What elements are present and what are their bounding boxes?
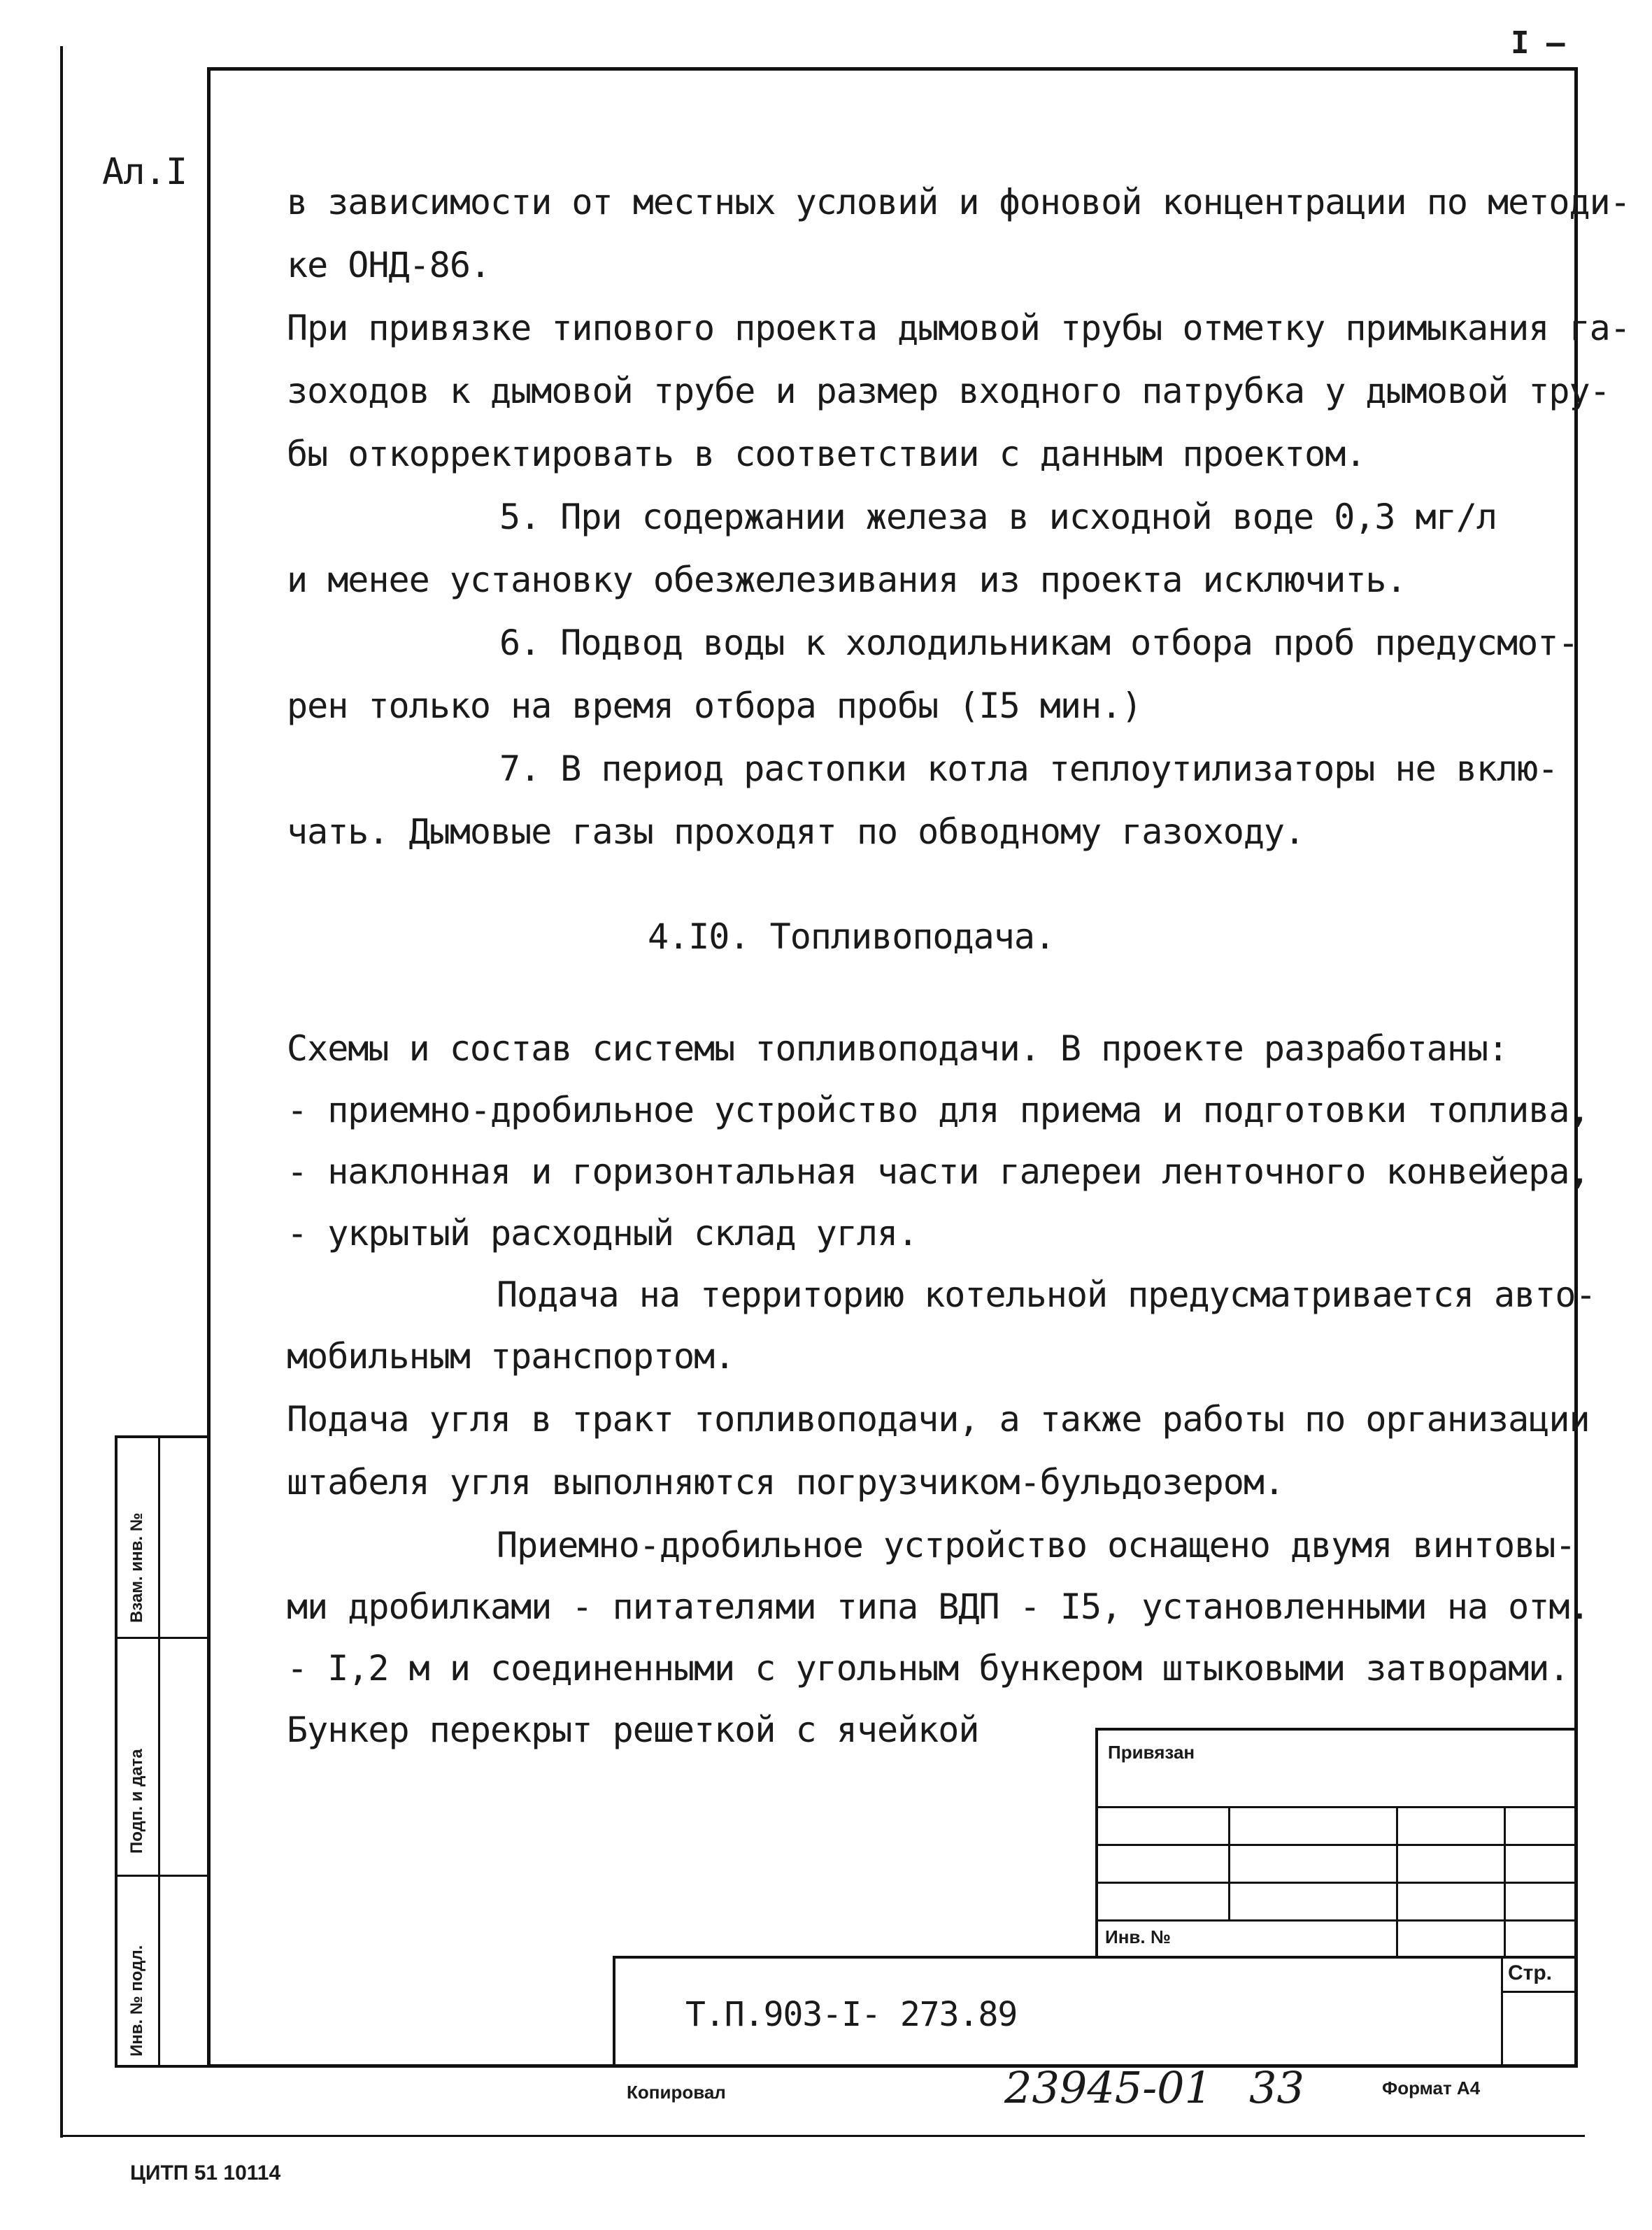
text-line: ке ОНД-86. xyxy=(287,245,491,285)
text-line: - приемно-дробильное устройство для приема и подготовки топлива, xyxy=(287,1090,1590,1130)
text-line: Бункер перекрыт решеткой с ячейкой xyxy=(287,1710,979,1750)
side-stamp-podp-data: Подп. и дата xyxy=(127,1749,146,1854)
page-label: Стр. xyxy=(1508,1961,1553,1984)
format-label: Формат А4 xyxy=(1382,2078,1481,2098)
privyazan-col-line xyxy=(1396,1806,1398,1959)
text-line: в зависимости от местных условий и фоновой концентрации по методи- xyxy=(287,182,1630,222)
text-line: чать. Дымовые газы проходят по обводному газоходу. xyxy=(287,811,1305,852)
handwritten-page: 33 xyxy=(1249,2062,1304,2113)
text-line: Приемно-дробильное устройство оснащено двумя винтовы- xyxy=(497,1525,1576,1565)
text-line: Схемы и состав системы топливоподачи. В проекте разработаны: xyxy=(287,1028,1509,1069)
text-line: - наклонная и горизонтальная части галереи ленточного конвейера, xyxy=(287,1151,1590,1192)
print-mark: ЦИТП 51 10114 xyxy=(130,2161,281,2185)
privyazan-col-line xyxy=(1504,1806,1506,1959)
text-line: штабеля угля выполняются погрузчиком-бульдозером. xyxy=(287,1462,1285,1503)
title-block-page-row xyxy=(1501,1991,1578,1993)
text-line: 5. При содержании железа в исходной воде 0,3 мг/л xyxy=(499,497,1497,537)
text-line: 7. В период растопки котла теплоутилизаторы не вклю- xyxy=(499,748,1558,789)
section-heading: 4.I0. Топливоподача. xyxy=(648,916,1055,957)
text-line: - I,2 м и соединенными с угольным бункером штыковыми затворами. xyxy=(287,1648,1569,1689)
handwritten-number: 23945-01 xyxy=(1004,2062,1213,2113)
privyazan-label: Привязан xyxy=(1108,1742,1195,1763)
text-line: - укрытый расходный склад угля. xyxy=(287,1213,918,1254)
text-line: зоходов к дымовой трубе и размер входного патрубка у дымовой тру- xyxy=(287,371,1610,411)
text-line: При привязке типового проекта дымовой трубы отметку примыкания га- xyxy=(287,308,1630,348)
text-line: Подача угля в тракт топливоподачи, а также работы по организации xyxy=(287,1399,1590,1440)
side-stamp-vzam-inv: Взам. инв. № xyxy=(127,1512,146,1623)
text-line: рен только на время отбора пробы (I5 мин.) xyxy=(287,686,1142,726)
text-line: Подача на территорию котельной предусматривается авто- xyxy=(497,1274,1596,1315)
side-stamp-divider xyxy=(158,1435,160,2068)
inv-no-label: Инв. № xyxy=(1105,1926,1171,1947)
privyazan-col-line xyxy=(1228,1806,1230,1919)
side-stamp-row-line xyxy=(115,1875,210,1877)
left-trim-line xyxy=(60,46,63,2138)
corner-mark: I – xyxy=(1511,25,1565,61)
text-line: ми дробилками - питателями типа ВДП - I5, установленными на отм. xyxy=(287,1586,1590,1627)
side-stamp-row-line xyxy=(115,1637,210,1639)
kopiroval-label: Копировал xyxy=(627,2082,726,2103)
side-stamp-inv-podl: Инв. № подл. xyxy=(127,1945,146,2057)
document-code: Т.П.903-I- 273.89 xyxy=(685,1995,1018,2034)
text-line: мобильным транспортом. xyxy=(287,1336,735,1377)
text-line: 6. Подвод воды к холодильникам отбора проб предусмот- xyxy=(499,623,1579,663)
bottom-trim-line xyxy=(60,2135,1585,2137)
text-line: бы откорректировать в соответствии с данным проектом. xyxy=(287,434,1366,474)
sheet-label: Ал.I xyxy=(102,151,187,193)
title-block-page-col xyxy=(1501,1956,1503,2068)
text-line: и менее установку обезжелезивания из проекта исключить. xyxy=(287,560,1407,600)
